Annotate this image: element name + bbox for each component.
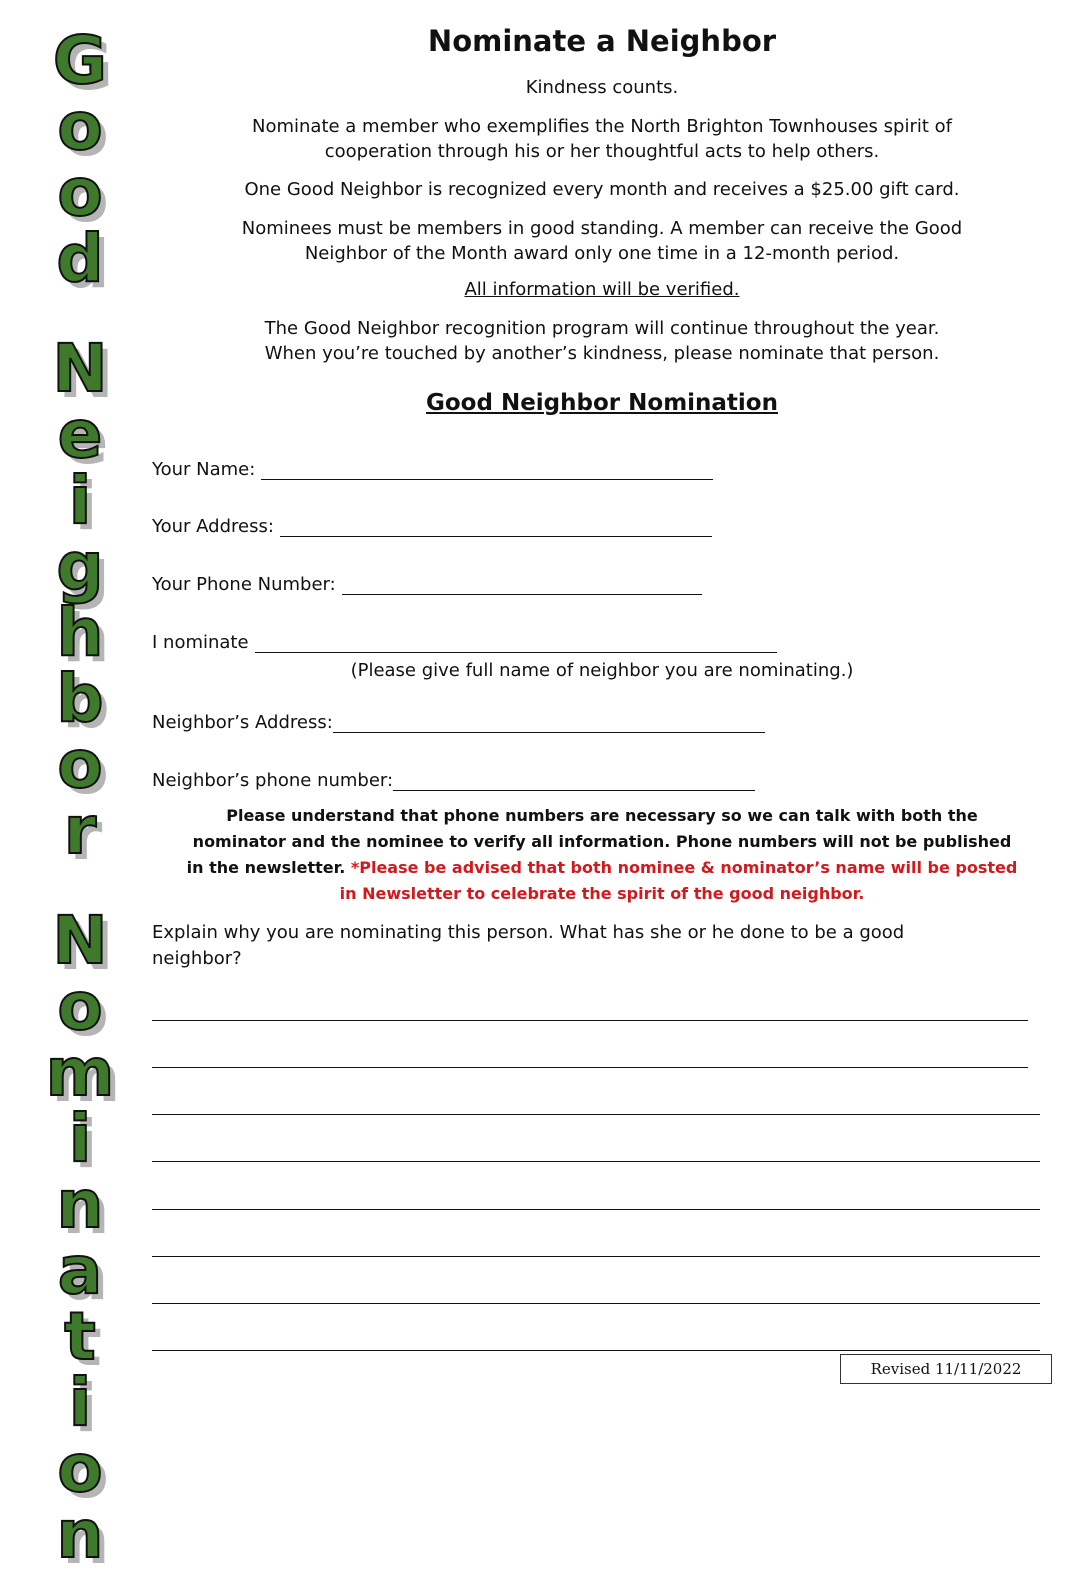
side-title-letter: m: [45, 1034, 115, 1111]
answer-line[interactable]: [152, 1303, 1040, 1304]
neighbor-phone-row: [152, 765, 755, 791]
answer-line[interactable]: [152, 1114, 1040, 1115]
neighbor-address-label: Neighbor’s Address:: [152, 712, 333, 733]
answer-line[interactable]: [152, 1209, 1040, 1210]
revised-date-box: Revised 11/11/2022: [840, 1354, 1052, 1384]
nominate-label: I nominate: [152, 632, 249, 653]
answer-line[interactable]: [152, 1161, 1040, 1162]
side-title-letter: h: [56, 594, 104, 671]
verified-row: [152, 277, 1052, 302]
side-title-letter: G: [52, 22, 108, 99]
intro-line-2: cooperation through his or her thoughtful acts to help others.: [324, 141, 880, 162]
tagline: Kindness counts.: [525, 77, 679, 98]
side-title-letter: N: [52, 330, 108, 407]
side-title: [20, 22, 140, 1573]
your-phone-line: [342, 574, 702, 595]
explain-line-2: neighbor?: [152, 948, 242, 969]
program-line-1: The Good Neighbor recognition program will continue throughout the year.: [264, 318, 940, 339]
side-title-letter: n: [56, 1496, 104, 1573]
intro-line-1: Nominate a member who exemplifies the North Brighton Townhouses spirit of: [252, 116, 952, 137]
answer-line[interactable]: [152, 1256, 1040, 1257]
eligibility-line-2: Neighbor of the Month award only one time in a 12-month period.: [304, 243, 900, 264]
answer-line[interactable]: [152, 1020, 1028, 1021]
side-title-letter: i: [68, 1100, 92, 1177]
your-name-input[interactable]: [261, 460, 713, 480]
your-name-label: Your Name:: [152, 459, 256, 480]
side-title-letter: a: [57, 1232, 103, 1309]
side-title-letter: e: [57, 396, 103, 473]
explain-line-1: Explain why you are nominating this person. What has she or he done to be a good: [152, 922, 905, 943]
neighbor-address-line: [333, 712, 765, 733]
side-title-letter: i: [68, 462, 92, 539]
your-phone-row: [152, 569, 702, 595]
side-title-letter: o: [57, 726, 103, 803]
your-name-line: [261, 459, 713, 480]
newsletter-warning: *Please be advised that both nominee & nominator’s name will be posted in Newsletter to celebrate the spirit of the good neighbor.: [339, 858, 1018, 903]
side-title-letter: o: [57, 88, 103, 165]
phone-notice-text: Please understand that phone numbers are necessary so we can talk with both the nominator and the nominee to verify all information. Phone numbers will not be published in the newsletter.: [186, 806, 1012, 877]
side-title-letter: t: [64, 1298, 96, 1375]
neighbor-address-input[interactable]: [333, 713, 765, 733]
your-address-input[interactable]: [280, 517, 712, 537]
side-title-letter: d: [56, 220, 104, 297]
nominate-hint: (Please give full name of neighbor you are nominating.): [350, 660, 854, 681]
answer-line[interactable]: [152, 1350, 1040, 1351]
side-title-letter: o: [57, 154, 103, 231]
nominee-name-input[interactable]: [255, 633, 777, 653]
gift-card-paragraph: One Good Neighbor is recognized every month and receives a $25.00 gift card.: [244, 179, 960, 200]
neighbor-address-row: [152, 707, 765, 733]
verified-note: All information will be verified.: [464, 279, 740, 300]
your-name-row: [152, 454, 713, 480]
your-phone-input[interactable]: [342, 575, 702, 595]
explain-prompt: [152, 920, 1032, 972]
program-paragraph: [152, 316, 1052, 366]
your-address-label: Your Address:: [152, 516, 274, 537]
your-address-row: [152, 511, 712, 537]
program-line-2: When you’re touched by another’s kindness, please nominate that person.: [264, 343, 940, 364]
your-address-line: [280, 516, 712, 537]
side-title-letter: N: [52, 902, 108, 979]
nominate-row: [152, 627, 777, 653]
answer-line[interactable]: [152, 1067, 1028, 1068]
form-title: Good Neighbor Nomination: [426, 390, 778, 416]
document-title: Nominate a Neighbor: [427, 24, 777, 58]
eligibility-line-1: Nominees must be members in good standing. A member can receive the Good: [241, 218, 963, 239]
side-title-letter: n: [56, 1166, 104, 1243]
phone-notice: [182, 803, 1022, 907]
side-title-letter: o: [57, 968, 103, 1045]
nominee-name-line: [255, 632, 777, 653]
side-title-letter: r: [63, 792, 97, 869]
intro-paragraph: [152, 114, 1052, 164]
eligibility-paragraph: [152, 216, 1052, 266]
side-title-letter: i: [68, 1364, 92, 1441]
neighbor-phone-input[interactable]: [393, 771, 755, 791]
side-title-letter: g: [56, 528, 104, 605]
side-title-letter: o: [57, 1430, 103, 1507]
neighbor-phone-line: [393, 770, 755, 791]
neighbor-phone-label: Neighbor’s phone number:: [152, 770, 394, 791]
side-title-letter: b: [56, 660, 104, 737]
your-phone-label: Your Phone Number:: [152, 574, 336, 595]
